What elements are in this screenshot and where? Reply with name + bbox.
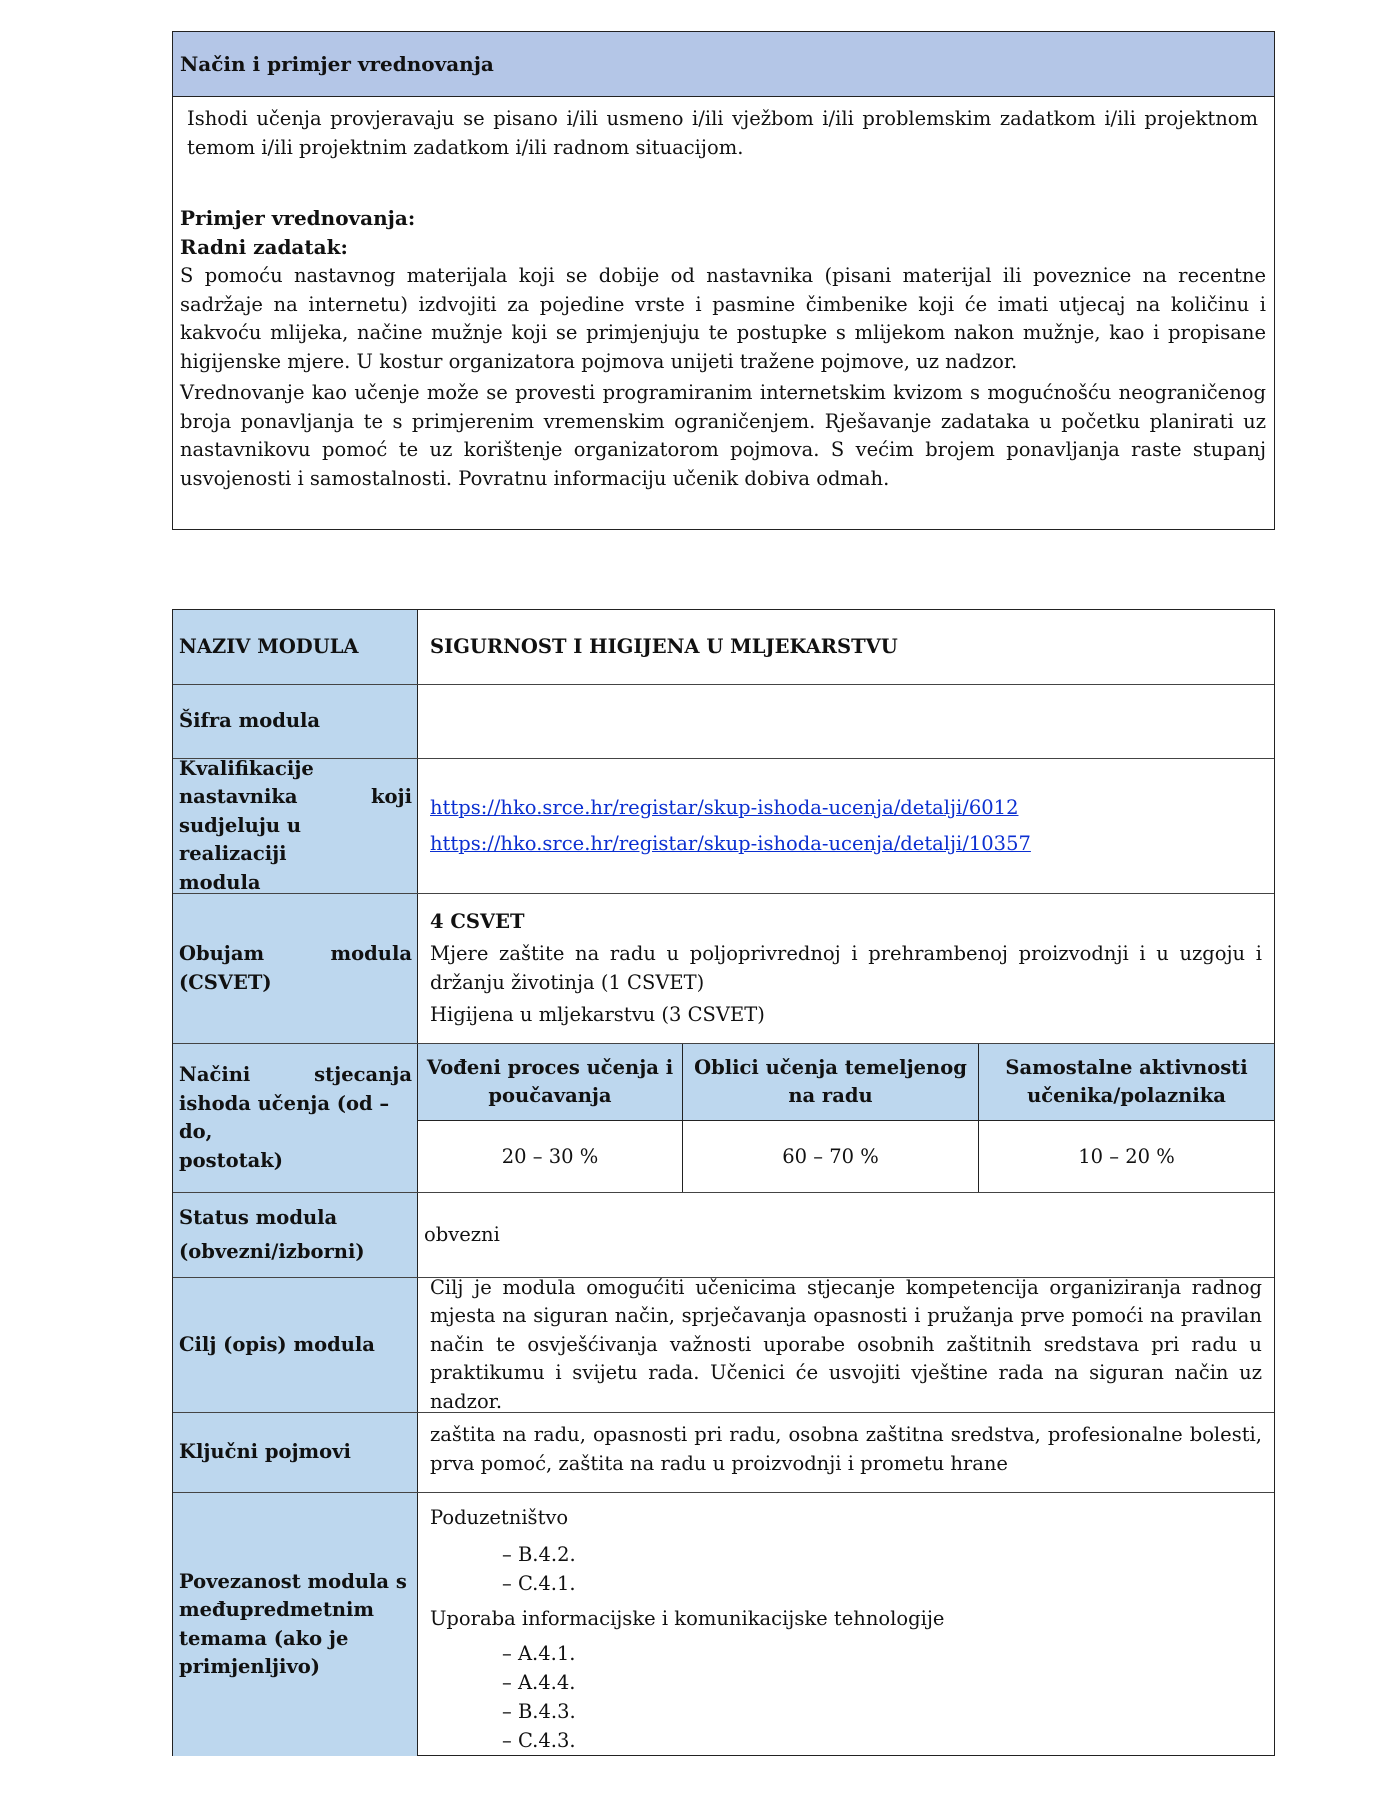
module-table <box>172 609 1275 1756</box>
method-header-independent: Samostalne aktivnosti učenika/polaznika <box>1005 1056 1248 1107</box>
scope-total: 4 CSVET <box>430 909 525 933</box>
task-text: S pomoću nastavnog materijala koji se dobije od nastavnika (pisani materijal ili poveznice na recentne sadržaje na internetu) izdvojiti za pojedine vrste i pasmine čimbenike koji će imati utjecaj na količinu i kakvoću mlijeka, načine mužnje koji se primjenjuju te postupke s mlijekom nakon mužnje, kao i propisane higijenske mjere. U kostur organizatora pojmova unijeti tražene pojmove, uz nadzor. <box>180 264 1266 373</box>
crosscurricular-label: Povezanost modula s međupredmetnim temama (ako je primjenljivo) <box>173 1493 418 1756</box>
evaluation-table <box>172 31 1275 530</box>
keywords-label: Ključni pojmovi <box>173 1413 418 1492</box>
method-value-independent: 10 – 20 % <box>1078 1144 1175 1168</box>
status-label: Status modula (obvezni/izborni) <box>173 1193 418 1277</box>
method-value-work-based: 60 – 70 % <box>683 1121 979 1192</box>
task-heading: Radni zadatak: <box>180 235 348 259</box>
crosscurricular-group-title: Poduzetništvo <box>430 1506 569 1529</box>
scope-value <box>418 894 1274 1043</box>
evaluation-title: Način i primjer vrednovanja <box>173 32 1274 97</box>
assessment-text: Vrednovanje kao učenje može se provesti programiranim internetskim kvizom s mogućnošću neograničenog broja ponavljanja te s primjerenim vremenskim ograničenjem. Rješavanje zadataka u početku planirati uz nastavnikovu pomoć te uz korištenje organizatorom pojmova. S većim brojem ponavljanja raste stupanj usvojenosti i samostalnosti. Povratnu informaciju učenik dobiva odmah. <box>180 381 1266 490</box>
qualifications-links <box>418 759 1274 893</box>
row-status <box>173 1193 1274 1278</box>
module-name-value: SIGURNOST I HIGIJENA U MLJEKARSTVU <box>430 634 898 658</box>
keywords-value: zaštita na radu, opasnosti pri radu, osobna zaštitna sredstva, profesionalne bolesti, prva pomoć, zaštita na radu u proizvodnji i prometu hrane <box>430 1423 1262 1475</box>
scope-item: Mjere zaštite na radu u poljoprivrednoj i prehrambenoj proizvodnji i u uzgoju i držanju životinja (1 CSVET) <box>430 942 1262 994</box>
crosscurricular-item: – B.4.3. <box>502 1700 576 1723</box>
crosscurricular-item: – A.4.1. <box>502 1642 576 1665</box>
crosscurricular-group-title: Uporaba informacijske i komunikacijske tehnologije <box>430 1607 945 1630</box>
row-keywords <box>173 1413 1274 1493</box>
qualification-link-10357[interactable]: https://hko.srce.hr/registar/skup-ishoda-ucenja/detalji/10357 <box>430 831 1031 855</box>
row-scope <box>173 894 1274 1044</box>
learning-methods-table <box>418 1044 1274 1192</box>
crosscurricular-item: – A.4.4. <box>502 1671 576 1694</box>
module-name-label: NAZIV MODULA <box>173 610 418 684</box>
row-goal <box>173 1275 1274 1413</box>
crosscurricular-value <box>418 1493 1274 1756</box>
evaluation-body <box>173 97 1274 493</box>
row-qualifications <box>173 756 1274 894</box>
qualifications-label: Kvalifikacije nastavnika koji sudjeluju u realizaciji modula <box>173 759 418 893</box>
method-header-work-based: Oblici učenja temeljenog na radu <box>683 1044 979 1120</box>
evaluation-intro: Ishodi učenja provjeravaju se pisano i/ili usmeno i/ili vježbom i/ili problemskim zadatkom i/ili projektnom temom i/ili projektnim zadatkom i/ili radnom situacijom. <box>187 107 1258 159</box>
learning-methods-values <box>418 1121 1274 1192</box>
method-header-guided: Vođeni proces učenja i poučavanja <box>418 1044 683 1120</box>
crosscurricular-item: – C.4.1. <box>502 1572 576 1595</box>
row-module-code <box>173 685 1274 759</box>
learning-methods-header <box>418 1044 1274 1121</box>
method-value-guided: 20 – 30 % <box>418 1121 683 1192</box>
crosscurricular-item: – B.4.2. <box>502 1543 576 1566</box>
status-value: obvezni <box>424 1222 500 1246</box>
row-learning-methods <box>173 1044 1274 1193</box>
module-code-value <box>418 685 1274 758</box>
goal-value: Cilj je modula omogućiti učenicima stjecanje kompetencija organiziranja radnog mjesta na siguran način, sprječavanja opasnosti i pružanja prve pomoći na pravilan način te osvješćivanja važnosti uporabe osobnih zaštitnih sredstava pri radu u praktikumu i svijetu rada. Učenici će usvojiti vještine rada na siguran način uz nadzor. <box>430 1275 1262 1413</box>
learning-methods-label: Načini stjecanja ishoda učenja (od –do, postotak) <box>173 1044 418 1192</box>
qualification-link-6012[interactable]: https://hko.srce.hr/registar/skup-ishoda-ucenja/detalji/6012 <box>430 796 1019 819</box>
example-heading: Primjer vrednovanja: <box>180 206 416 230</box>
goal-label: Cilj (opis) modula <box>173 1278 418 1412</box>
module-code-label: Šifra modula <box>173 685 418 758</box>
scope-label: Obujam modula (CSVET) <box>173 894 418 1043</box>
row-crosscurricular <box>173 1493 1274 1756</box>
row-module-name <box>173 610 1274 685</box>
crosscurricular-item: – C.4.3. <box>502 1729 576 1752</box>
scope-item: Higijena u mljekarstvu (3 CSVET) <box>430 1003 765 1026</box>
